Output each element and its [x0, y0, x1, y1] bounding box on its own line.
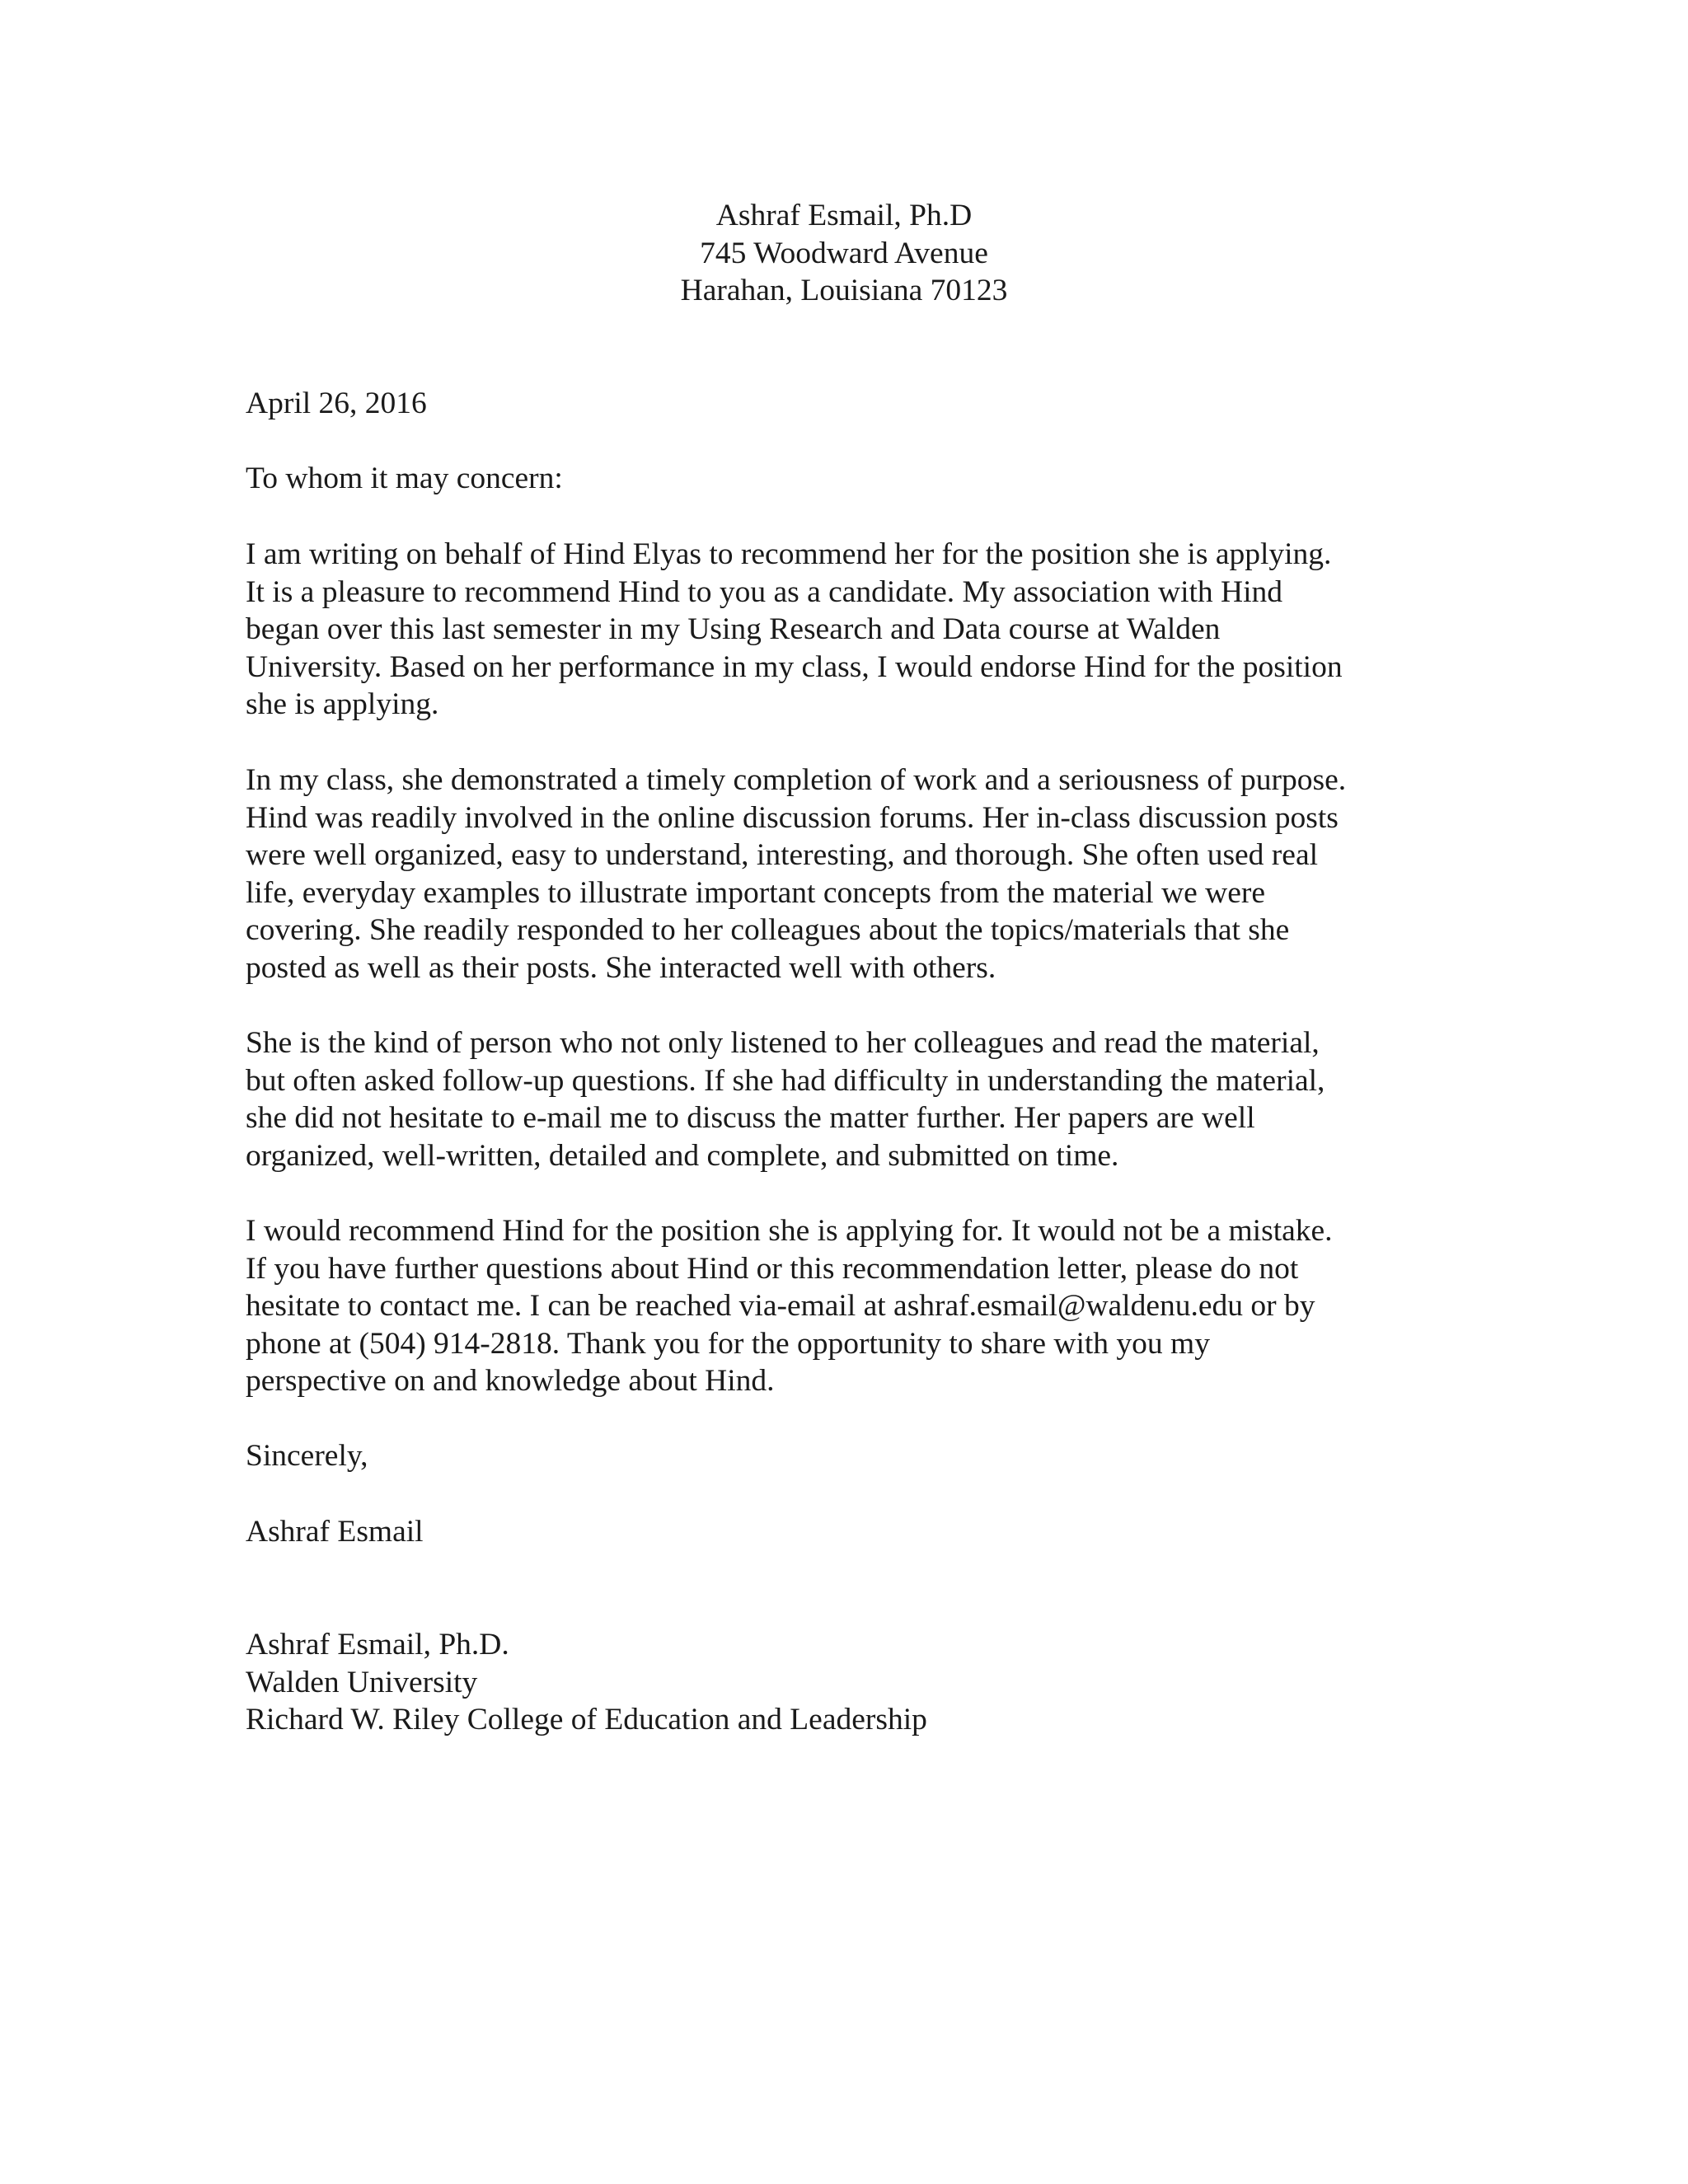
letterhead	[0, 197, 1688, 310]
letterhead-street: 745 Woodward Avenue	[700, 236, 988, 270]
salutation: To whom it may concern:	[246, 462, 563, 495]
paragraph-line: life, everyday examples to illustrate important concepts from the material we were	[246, 875, 1266, 910]
paragraph-line: If you have further questions about Hind or this recommendation letter, please do not	[246, 1251, 1299, 1286]
paragraph-line: perspective on and knowledge about Hind.	[246, 1364, 775, 1399]
paragraph-line: Hind was readily involved in the online discussion forums. Her in-class discussion posts	[246, 800, 1339, 835]
paragraph-line: phone at (504) 914-2818. Thank you for the opportunity to share with you my	[246, 1326, 1210, 1361]
paragraph-line: began over this last semester in my Using Research and Data course at Walden	[246, 612, 1221, 647]
paragraph-line: In my class, she demonstrated a timely completion of work and a seriousness of purpose.	[246, 763, 1347, 797]
signature: Ashraf Esmail	[246, 1515, 424, 1549]
paragraph-line: she did not hesitate to e-mail me to discuss the matter further. Her papers are well	[246, 1101, 1255, 1136]
paragraph-line: she is applying.	[246, 687, 439, 722]
closing: Sincerely,	[246, 1439, 368, 1473]
paragraph-line: It is a pleasure to recommend Hind to you as a candidate. My association with Hind	[246, 574, 1283, 609]
signature-block-institution: Walden University	[246, 1665, 478, 1699]
paragraph-2	[246, 762, 1482, 987]
paragraph-line: covering. She readily responded to her colleagues about the topics/materials that she	[246, 913, 1290, 948]
paragraph-line: organized, well-written, detailed and complete, and submitted on time.	[246, 1138, 1119, 1173]
paragraph-3	[246, 1024, 1482, 1174]
paragraph-4	[246, 1212, 1482, 1400]
signature-block-name: Ashraf Esmail, Ph.D.	[246, 1628, 509, 1661]
paragraph-line: I would recommend Hind for the position she is applying for. It would not be a mistake.	[246, 1214, 1333, 1248]
signature-block-college: Richard W. Riley College of Education and Leadership	[246, 1703, 927, 1737]
paragraph-line: were well organized, easy to understand, interesting, and thorough. She often used real	[246, 838, 1319, 873]
paragraph-1	[246, 536, 1482, 724]
letter-date: April 26, 2016	[246, 387, 427, 420]
paragraph-line: posted as well as their posts. She interacted well with others.	[246, 950, 996, 985]
paragraph-line: University. Based on her performance in my class, I would endorse Hind for the position	[246, 649, 1343, 684]
letterhead-name: Ashraf Esmail, Ph.D	[715, 199, 973, 232]
letterhead-city: Harahan, Louisiana 70123	[680, 274, 1008, 308]
paragraph-line: but often asked follow-up questions. If she had difficulty in understanding the material,	[246, 1063, 1325, 1098]
paragraph-line: I am writing on behalf of Hind Elyas to recommend her for the position she is applying.	[246, 537, 1332, 571]
paragraph-line: She is the kind of person who not only listened to her colleagues and read the material,	[246, 1026, 1320, 1060]
signature-block	[246, 1626, 1482, 1739]
paragraph-line: hesitate to contact me. I can be reached via-email at ashraf.esmail@waldenu.edu or by	[246, 1289, 1315, 1324]
